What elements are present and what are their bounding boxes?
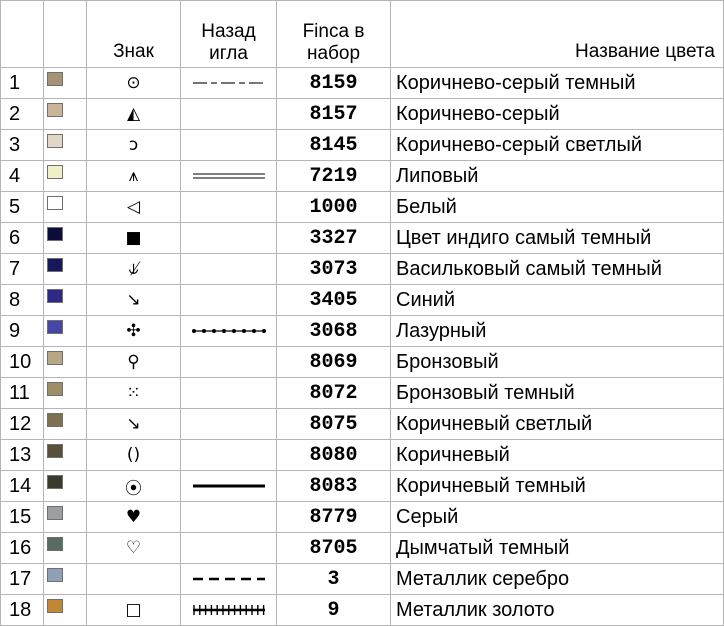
table-row [1, 192, 724, 223]
backstitch-line [181, 68, 277, 99]
header-name: Название цвета [391, 1, 724, 68]
backstitch-line [181, 130, 277, 161]
row-number: 18 [1, 595, 44, 626]
stitch-symbol-icon: ♡ [87, 533, 181, 564]
color-name: Серый [391, 502, 724, 533]
swatch-cell [44, 254, 87, 285]
finca-code: 8779 [277, 502, 391, 533]
color-swatch [47, 103, 63, 117]
header-sign: Знак [87, 1, 181, 68]
color-swatch [47, 320, 63, 334]
stitch-symbol-icon: ↘ [87, 285, 181, 316]
finca-code: 8072 [277, 378, 391, 409]
backstitch-line [181, 223, 277, 254]
table-row [1, 595, 724, 626]
finca-code: 7219 [277, 161, 391, 192]
finca-code: 9 [277, 595, 391, 626]
color-swatch [47, 382, 63, 396]
finca-code: 8159 [277, 68, 391, 99]
finca-code: 8069 [277, 347, 391, 378]
swatch-cell [44, 409, 87, 440]
color-swatch [47, 227, 63, 241]
color-swatch [47, 537, 63, 551]
table-row [1, 254, 724, 285]
backstitch-line [181, 595, 277, 626]
swatch-cell [44, 347, 87, 378]
backstitch-line [181, 409, 277, 440]
row-number: 1 [1, 68, 44, 99]
color-name: Лазурный [391, 316, 724, 347]
row-number: 9 [1, 316, 44, 347]
table-row [1, 68, 724, 99]
row-number: 15 [1, 502, 44, 533]
color-swatch [47, 599, 63, 613]
swatch-cell [44, 471, 87, 502]
finca-code: 3327 [277, 223, 391, 254]
color-name: Металлик серебро [391, 564, 724, 595]
finca-code: 3405 [277, 285, 391, 316]
table-row [1, 130, 724, 161]
swatch-cell [44, 316, 87, 347]
stitch-symbol-icon: ■ [87, 223, 181, 254]
color-name: Металлик золото [391, 595, 724, 626]
stitch-symbol-icon: ♥ [87, 502, 181, 533]
color-swatch [47, 413, 63, 427]
table-row [1, 223, 724, 254]
color-name: Коричневый светлый [391, 409, 724, 440]
stitch-symbol-icon: □ [87, 595, 181, 626]
header-thread-label: Назад игла [201, 21, 256, 64]
row-number: 2 [1, 99, 44, 130]
header-swatch [44, 1, 87, 68]
swatch-cell [44, 595, 87, 626]
backstitch-line [181, 440, 277, 471]
row-number: 13 [1, 440, 44, 471]
stitch-symbol-icon: ↘ [87, 409, 181, 440]
stitch-symbol-icon: ⊙ [87, 68, 181, 99]
swatch-cell [44, 378, 87, 409]
finca-code: 3073 [277, 254, 391, 285]
table-row [1, 564, 724, 595]
color-name: Липовый [391, 161, 724, 192]
color-name: Коричневый темный [391, 471, 724, 502]
backstitch-line [181, 161, 277, 192]
color-name: Коричнево-серый темный [391, 68, 724, 99]
swatch-cell [44, 285, 87, 316]
color-swatch [47, 568, 63, 582]
swatch-cell [44, 130, 87, 161]
table-row [1, 99, 724, 130]
table-row [1, 378, 724, 409]
backstitch-line [181, 564, 277, 595]
swatch-cell [44, 440, 87, 471]
row-number: 14 [1, 471, 44, 502]
row-number: 5 [1, 192, 44, 223]
backstitch-line [181, 502, 277, 533]
color-name: Бронзовый темный [391, 378, 724, 409]
swatch-cell [44, 161, 87, 192]
backstitch-line [181, 192, 277, 223]
table-row [1, 533, 724, 564]
color-swatch [47, 165, 63, 179]
color-name: Коричнево-серый [391, 99, 724, 130]
swatch-cell [44, 68, 87, 99]
color-swatch [47, 196, 63, 210]
row-number: 8 [1, 285, 44, 316]
row-number: 17 [1, 564, 44, 595]
row-number: 6 [1, 223, 44, 254]
color-name: Коричнево-серый светлый [391, 130, 724, 161]
table-row [1, 471, 724, 502]
stitch-symbol-icon [87, 564, 181, 595]
color-swatch [47, 72, 63, 86]
row-number: 10 [1, 347, 44, 378]
table-row [1, 285, 724, 316]
table-row [1, 161, 724, 192]
header-num [1, 1, 44, 68]
finca-code: 3 [277, 564, 391, 595]
backstitch-line [181, 471, 277, 502]
swatch-cell [44, 564, 87, 595]
stitch-symbol-icon: ⚲ [87, 347, 181, 378]
swatch-cell [44, 99, 87, 130]
backstitch-line [181, 254, 277, 285]
color-swatch [47, 444, 63, 458]
backstitch-line [181, 533, 277, 564]
stitch-symbol-icon: ⩚ [87, 161, 181, 192]
table-row [1, 409, 724, 440]
color-name: Васильковый самый темный [391, 254, 724, 285]
row-number: 3 [1, 130, 44, 161]
header-thread [181, 1, 277, 68]
color-name: Синий [391, 285, 724, 316]
table-row [1, 316, 724, 347]
header-code-label: Finca в набор [302, 21, 365, 64]
backstitch-line [181, 285, 277, 316]
header-code [277, 1, 391, 68]
swatch-cell [44, 223, 87, 254]
stitch-symbol-icon: () [87, 440, 181, 471]
backstitch-line [181, 316, 277, 347]
table-row [1, 502, 724, 533]
backstitch-line [181, 99, 277, 130]
color-swatch [47, 134, 63, 148]
color-swatch [47, 289, 63, 303]
stitch-symbol-icon: ◭ [87, 99, 181, 130]
color-swatch [47, 475, 63, 489]
color-swatch [47, 506, 63, 520]
color-name: Белый [391, 192, 724, 223]
color-swatch [47, 258, 63, 272]
row-number: 7 [1, 254, 44, 285]
stitch-symbol-icon: ◁ [87, 192, 181, 223]
header-row [1, 1, 724, 68]
swatch-cell [44, 533, 87, 564]
table-row [1, 440, 724, 471]
color-name: Бронзовый [391, 347, 724, 378]
swatch-cell [44, 502, 87, 533]
stitch-symbol-icon: ✣ [87, 316, 181, 347]
stitch-symbol-icon: ⦿ [87, 471, 181, 502]
finca-code: 8145 [277, 130, 391, 161]
finca-code: 1000 [277, 192, 391, 223]
stitch-symbol-icon: ⫝̸ [87, 254, 181, 285]
backstitch-line [181, 378, 277, 409]
row-number: 4 [1, 161, 44, 192]
swatch-cell [44, 192, 87, 223]
backstitch-line [181, 347, 277, 378]
color-swatch [47, 351, 63, 365]
row-number: 12 [1, 409, 44, 440]
stitch-symbol-icon: ↄ [87, 130, 181, 161]
stitch-symbol-icon: ⁙ [87, 378, 181, 409]
row-number: 11 [1, 378, 44, 409]
finca-code: 8705 [277, 533, 391, 564]
finca-code: 8083 [277, 471, 391, 502]
finca-code: 3068 [277, 316, 391, 347]
table-row [1, 347, 724, 378]
color-name: Дымчатый темный [391, 533, 724, 564]
finca-code: 8157 [277, 99, 391, 130]
finca-code: 8080 [277, 440, 391, 471]
color-name: Цвет индиго самый темный [391, 223, 724, 254]
row-number: 16 [1, 533, 44, 564]
color-name: Коричневый [391, 440, 724, 471]
finca-code: 8075 [277, 409, 391, 440]
